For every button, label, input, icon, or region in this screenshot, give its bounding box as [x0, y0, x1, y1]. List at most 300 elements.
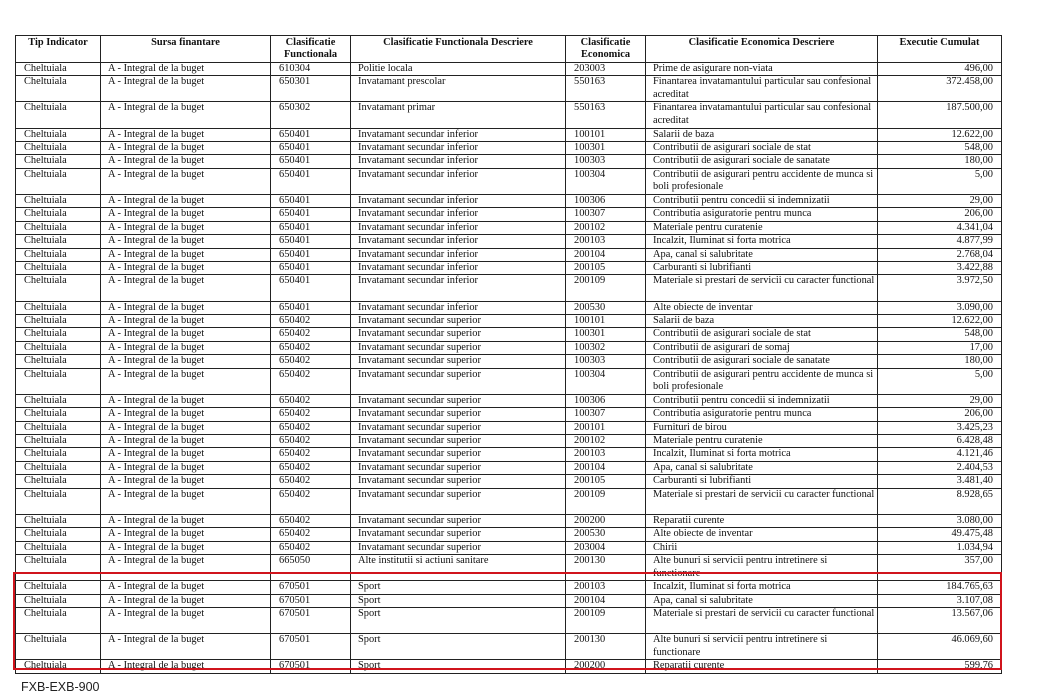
cell-executie-cumulat: 3.107,08 [878, 594, 1002, 607]
cell-clasificatie-economica: 200130 [566, 634, 646, 660]
cell-executie-cumulat: 372.458,00 [878, 76, 1002, 102]
cell-sursa-finantare: A - Integral de la buget [101, 62, 271, 75]
cell-clasificatie-economica: 200109 [566, 488, 646, 514]
cell-clasificatie-economica: 200103 [566, 235, 646, 248]
cell-economica-descriere: Prime de asigurare non-viata [646, 62, 878, 75]
cell-economica-descriere: Incalzit, Iluminat si forta motrica [646, 448, 878, 461]
cell-functionala-descriere: Alte institutii si actiuni sanitare [351, 555, 566, 581]
cell-tip-indicator: Cheltuiala [16, 221, 101, 234]
cell-clasificatie-functionala: 650402 [271, 394, 351, 407]
cell-tip-indicator: Cheltuiala [16, 394, 101, 407]
cell-executie-cumulat: 13.567,06 [878, 608, 1002, 634]
cell-executie-cumulat: 46.069,60 [878, 634, 1002, 660]
cell-sursa-finantare: A - Integral de la buget [101, 355, 271, 368]
cell-clasificatie-economica: 203003 [566, 62, 646, 75]
cell-clasificatie-functionala: 650402 [271, 528, 351, 541]
cell-economica-descriere: Furnituri de birou [646, 421, 878, 434]
cell-tip-indicator: Cheltuiala [16, 634, 101, 660]
cell-clasificatie-functionala: 650401 [271, 168, 351, 194]
cell-executie-cumulat: 4.121,46 [878, 448, 1002, 461]
cell-executie-cumulat: 187.500,00 [878, 102, 1002, 128]
cell-functionala-descriere: Invatamant secundar superior [351, 315, 566, 328]
cell-tip-indicator: Cheltuiala [16, 608, 101, 634]
cell-executie-cumulat: 17,00 [878, 341, 1002, 354]
cell-clasificatie-economica: 200103 [566, 448, 646, 461]
cell-tip-indicator: Cheltuiala [16, 488, 101, 514]
cell-clasificatie-economica: 100302 [566, 341, 646, 354]
table-row [16, 128, 1002, 141]
cell-tip-indicator: Cheltuiala [16, 168, 101, 194]
cell-sursa-finantare: A - Integral de la buget [101, 555, 271, 581]
cell-sursa-finantare: A - Integral de la buget [101, 461, 271, 474]
table-row [16, 102, 1002, 128]
table-row [16, 435, 1002, 448]
cell-economica-descriere: Alte bunuri si servicii pentru intretinere si functionare [646, 634, 878, 660]
cell-functionala-descriere: Invatamant secundar superior [351, 528, 566, 541]
cell-sursa-finantare: A - Integral de la buget [101, 541, 271, 554]
cell-sursa-finantare: A - Integral de la buget [101, 368, 271, 394]
cell-functionala-descriere: Invatamant secundar superior [351, 341, 566, 354]
header-executie-cumulat: Executie Cumulat [878, 36, 1002, 63]
cell-clasificatie-economica: 200109 [566, 608, 646, 634]
cell-economica-descriere: Contributii de asigurari pentru accidente de munca si boli profesionale [646, 168, 878, 194]
table-row [16, 448, 1002, 461]
header-clasificatie-functionala: Clasificatie Functionala [271, 36, 351, 63]
cell-clasificatie-economica: 200130 [566, 555, 646, 581]
cell-clasificatie-economica: 100306 [566, 195, 646, 208]
table-row [16, 555, 1002, 581]
cell-tip-indicator: Cheltuiala [16, 660, 101, 673]
cell-tip-indicator: Cheltuiala [16, 435, 101, 448]
cell-executie-cumulat: 357,00 [878, 555, 1002, 581]
cell-clasificatie-economica: 200104 [566, 594, 646, 607]
table-row [16, 248, 1002, 261]
cell-functionala-descriere: Invatamant secundar superior [351, 461, 566, 474]
cell-sursa-finantare: A - Integral de la buget [101, 408, 271, 421]
cell-clasificatie-functionala: 650402 [271, 421, 351, 434]
cell-functionala-descriere: Invatamant secundar superior [351, 541, 566, 554]
cell-clasificatie-functionala: 650401 [271, 301, 351, 314]
cell-clasificatie-functionala: 650401 [271, 195, 351, 208]
cell-functionala-descriere: Invatamant secundar inferior [351, 168, 566, 194]
cell-sursa-finantare: A - Integral de la buget [101, 594, 271, 607]
cell-economica-descriere: Contributii de asigurari de somaj [646, 341, 878, 354]
cell-sursa-finantare: A - Integral de la buget [101, 248, 271, 261]
cell-functionala-descriere: Invatamant secundar superior [351, 355, 566, 368]
cell-functionala-descriere: Invatamant secundar superior [351, 448, 566, 461]
table-row [16, 195, 1002, 208]
cell-functionala-descriere: Invatamant prescolar [351, 76, 566, 102]
cell-sursa-finantare: A - Integral de la buget [101, 235, 271, 248]
cell-clasificatie-functionala: 650402 [271, 355, 351, 368]
table-row-highlighted [16, 660, 1002, 673]
cell-tip-indicator: Cheltuiala [16, 275, 101, 301]
table-row [16, 315, 1002, 328]
cell-sursa-finantare: A - Integral de la buget [101, 142, 271, 155]
cell-functionala-descriere: Invatamant secundar superior [351, 488, 566, 514]
cell-functionala-descriere: Politie locala [351, 62, 566, 75]
cell-sursa-finantare: A - Integral de la buget [101, 102, 271, 128]
document-code-footer: FXB-EXB-900 [21, 680, 100, 694]
cell-economica-descriere: Contributii de asigurari sociale de stat [646, 328, 878, 341]
header-clasificatie-economica: Clasificatie Economica [566, 36, 646, 63]
cell-economica-descriere: Carburanti si lubrifianti [646, 262, 878, 275]
cell-functionala-descriere: Invatamant secundar superior [351, 408, 566, 421]
cell-clasificatie-economica: 100101 [566, 128, 646, 141]
cell-economica-descriere: Contributia asiguratorie pentru munca [646, 408, 878, 421]
cell-functionala-descriere: Invatamant secundar superior [351, 421, 566, 434]
cell-tip-indicator: Cheltuiala [16, 514, 101, 527]
cell-clasificatie-economica: 203004 [566, 541, 646, 554]
table-row-highlighted [16, 594, 1002, 607]
cell-tip-indicator: Cheltuiala [16, 594, 101, 607]
header-clasificatie-economica-descriere: Clasificatie Economica Descriere [646, 36, 878, 63]
cell-clasificatie-functionala: 650402 [271, 541, 351, 554]
cell-clasificatie-economica: 100303 [566, 155, 646, 168]
cell-clasificatie-economica: 100301 [566, 328, 646, 341]
cell-functionala-descriere: Sport [351, 608, 566, 634]
header-clasificatie-functionala-descriere: Clasificatie Functionala Descriere [351, 36, 566, 63]
cell-economica-descriere: Carburanti si lubrifianti [646, 475, 878, 488]
table-header-row [16, 36, 1002, 63]
cell-clasificatie-functionala: 650401 [271, 221, 351, 234]
cell-executie-cumulat: 3.425,23 [878, 421, 1002, 434]
cell-clasificatie-functionala: 650402 [271, 408, 351, 421]
cell-economica-descriere: Alte obiecte de inventar [646, 528, 878, 541]
cell-executie-cumulat: 3.481,40 [878, 475, 1002, 488]
cell-executie-cumulat: 29,00 [878, 195, 1002, 208]
cell-functionala-descriere: Invatamant secundar superior [351, 328, 566, 341]
cell-executie-cumulat: 29,00 [878, 394, 1002, 407]
cell-economica-descriere: Apa, canal si salubritate [646, 248, 878, 261]
table-row [16, 421, 1002, 434]
cell-clasificatie-economica: 200109 [566, 275, 646, 301]
cell-executie-cumulat: 4.877,99 [878, 235, 1002, 248]
cell-tip-indicator: Cheltuiala [16, 208, 101, 221]
table-row [16, 475, 1002, 488]
cell-executie-cumulat: 4.341,04 [878, 221, 1002, 234]
cell-functionala-descriere: Sport [351, 581, 566, 594]
cell-sursa-finantare: A - Integral de la buget [101, 168, 271, 194]
cell-tip-indicator: Cheltuiala [16, 315, 101, 328]
cell-clasificatie-functionala: 650401 [271, 262, 351, 275]
cell-functionala-descriere: Sport [351, 634, 566, 660]
cell-economica-descriere: Contributii de asigurari sociale de stat [646, 142, 878, 155]
cell-clasificatie-economica: 200101 [566, 421, 646, 434]
cell-sursa-finantare: A - Integral de la buget [101, 475, 271, 488]
table-row [16, 275, 1002, 301]
table-row [16, 142, 1002, 155]
cell-clasificatie-economica: 100101 [566, 315, 646, 328]
cell-executie-cumulat: 3.972,50 [878, 275, 1002, 301]
cell-sursa-finantare: A - Integral de la buget [101, 155, 271, 168]
cell-clasificatie-functionala: 650401 [271, 128, 351, 141]
cell-functionala-descriere: Invatamant secundar inferior [351, 301, 566, 314]
cell-functionala-descriere: Invatamant secundar superior [351, 368, 566, 394]
cell-functionala-descriere: Invatamant secundar inferior [351, 275, 566, 301]
cell-tip-indicator: Cheltuiala [16, 102, 101, 128]
cell-sursa-finantare: A - Integral de la buget [101, 488, 271, 514]
cell-executie-cumulat: 3.080,00 [878, 514, 1002, 527]
cell-tip-indicator: Cheltuiala [16, 328, 101, 341]
cell-sursa-finantare: A - Integral de la buget [101, 435, 271, 448]
cell-clasificatie-functionala: 650301 [271, 76, 351, 102]
cell-executie-cumulat: 184.765,63 [878, 581, 1002, 594]
cell-economica-descriere: Apa, canal si salubritate [646, 461, 878, 474]
cell-executie-cumulat: 6.428,48 [878, 435, 1002, 448]
cell-economica-descriere: Contributia asiguratorie pentru munca [646, 208, 878, 221]
table-row [16, 328, 1002, 341]
cell-clasificatie-functionala: 670501 [271, 594, 351, 607]
cell-executie-cumulat: 8.928,65 [878, 488, 1002, 514]
cell-tip-indicator: Cheltuiala [16, 475, 101, 488]
cell-tip-indicator: Cheltuiala [16, 195, 101, 208]
cell-clasificatie-economica: 200200 [566, 660, 646, 673]
cell-sursa-finantare: A - Integral de la buget [101, 208, 271, 221]
table-row [16, 541, 1002, 554]
cell-clasificatie-functionala: 650402 [271, 341, 351, 354]
cell-clasificatie-functionala: 650402 [271, 328, 351, 341]
table-row [16, 528, 1002, 541]
cell-sursa-finantare: A - Integral de la buget [101, 448, 271, 461]
table-row [16, 62, 1002, 75]
cell-economica-descriere: Contributii de asigurari sociale de sanatate [646, 155, 878, 168]
cell-clasificatie-functionala: 670501 [271, 581, 351, 594]
cell-functionala-descriere: Invatamant secundar inferior [351, 221, 566, 234]
cell-sursa-finantare: A - Integral de la buget [101, 76, 271, 102]
cell-tip-indicator: Cheltuiala [16, 541, 101, 554]
cell-clasificatie-economica: 200102 [566, 435, 646, 448]
cell-tip-indicator: Cheltuiala [16, 128, 101, 141]
cell-executie-cumulat: 180,00 [878, 355, 1002, 368]
cell-economica-descriere: Alte bunuri si servicii pentru intretinere si functionare [646, 555, 878, 581]
cell-economica-descriere: Materiale si prestari de servicii cu caracter functional [646, 275, 878, 301]
cell-clasificatie-economica: 100304 [566, 168, 646, 194]
cell-clasificatie-economica: 200102 [566, 221, 646, 234]
cell-executie-cumulat: 548,00 [878, 328, 1002, 341]
cell-functionala-descriere: Invatamant secundar inferior [351, 235, 566, 248]
table-row [16, 488, 1002, 514]
cell-sursa-finantare: A - Integral de la buget [101, 315, 271, 328]
cell-executie-cumulat: 5,00 [878, 168, 1002, 194]
cell-clasificatie-functionala: 670501 [271, 660, 351, 673]
header-tip-indicator: Tip Indicator [16, 36, 101, 63]
cell-economica-descriere: Reparatii curente [646, 514, 878, 527]
table-row [16, 221, 1002, 234]
cell-sursa-finantare: A - Integral de la buget [101, 328, 271, 341]
cell-tip-indicator: Cheltuiala [16, 235, 101, 248]
cell-tip-indicator: Cheltuiala [16, 155, 101, 168]
cell-clasificatie-functionala: 650401 [271, 208, 351, 221]
cell-functionala-descriere: Invatamant secundar inferior [351, 195, 566, 208]
table-row [16, 168, 1002, 194]
cell-executie-cumulat: 12.622,00 [878, 128, 1002, 141]
cell-sursa-finantare: A - Integral de la buget [101, 421, 271, 434]
cell-clasificatie-economica: 100303 [566, 355, 646, 368]
budget-execution-table [15, 35, 1002, 674]
cell-clasificatie-economica: 550163 [566, 76, 646, 102]
table-row [16, 355, 1002, 368]
cell-executie-cumulat: 49.475,48 [878, 528, 1002, 541]
cell-clasificatie-economica: 100301 [566, 142, 646, 155]
cell-executie-cumulat: 5,00 [878, 368, 1002, 394]
table-row-highlighted [16, 608, 1002, 634]
cell-clasificatie-economica: 200104 [566, 461, 646, 474]
table-row [16, 408, 1002, 421]
cell-economica-descriere: Contributii pentru concedii si indemnizatii [646, 195, 878, 208]
cell-tip-indicator: Cheltuiala [16, 528, 101, 541]
cell-clasificatie-functionala: 650402 [271, 475, 351, 488]
cell-tip-indicator: Cheltuiala [16, 355, 101, 368]
cell-clasificatie-economica: 200105 [566, 475, 646, 488]
cell-sursa-finantare: A - Integral de la buget [101, 514, 271, 527]
cell-functionala-descriere: Invatamant secundar superior [351, 435, 566, 448]
table-row-highlighted [16, 634, 1002, 660]
cell-sursa-finantare: A - Integral de la buget [101, 195, 271, 208]
cell-clasificatie-functionala: 650402 [271, 488, 351, 514]
table-row [16, 461, 1002, 474]
cell-clasificatie-functionala: 610304 [271, 62, 351, 75]
cell-functionala-descriere: Sport [351, 594, 566, 607]
cell-tip-indicator: Cheltuiala [16, 581, 101, 594]
table-row-highlighted [16, 581, 1002, 594]
cell-functionala-descriere: Invatamant secundar inferior [351, 248, 566, 261]
cell-functionala-descriere: Invatamant secundar superior [351, 514, 566, 527]
cell-tip-indicator: Cheltuiala [16, 368, 101, 394]
cell-sursa-finantare: A - Integral de la buget [101, 128, 271, 141]
cell-tip-indicator: Cheltuiala [16, 448, 101, 461]
cell-economica-descriere: Contributii pentru concedii si indemnizatii [646, 394, 878, 407]
cell-economica-descriere: Materiale pentru curatenie [646, 221, 878, 234]
cell-clasificatie-economica: 200103 [566, 581, 646, 594]
cell-executie-cumulat: 548,00 [878, 142, 1002, 155]
cell-tip-indicator: Cheltuiala [16, 248, 101, 261]
cell-sursa-finantare: A - Integral de la buget [101, 608, 271, 634]
cell-sursa-finantare: A - Integral de la buget [101, 394, 271, 407]
table-row [16, 76, 1002, 102]
cell-functionala-descriere: Invatamant secundar inferior [351, 262, 566, 275]
table-row [16, 341, 1002, 354]
cell-sursa-finantare: A - Integral de la buget [101, 275, 271, 301]
table-row [16, 301, 1002, 314]
cell-clasificatie-functionala: 650402 [271, 448, 351, 461]
cell-clasificatie-economica: 100307 [566, 408, 646, 421]
cell-economica-descriere: Materiale si prestari de servicii cu caracter functional [646, 488, 878, 514]
cell-tip-indicator: Cheltuiala [16, 555, 101, 581]
cell-tip-indicator: Cheltuiala [16, 341, 101, 354]
cell-clasificatie-functionala: 650302 [271, 102, 351, 128]
table-row [16, 262, 1002, 275]
cell-tip-indicator: Cheltuiala [16, 421, 101, 434]
cell-sursa-finantare: A - Integral de la buget [101, 301, 271, 314]
cell-economica-descriere: Incalzit, Iluminat si forta motrica [646, 235, 878, 248]
cell-sursa-finantare: A - Integral de la buget [101, 341, 271, 354]
cell-clasificatie-functionala: 650401 [271, 155, 351, 168]
cell-clasificatie-functionala: 650401 [271, 275, 351, 301]
cell-economica-descriere: Incalzit, Iluminat si forta motrica [646, 581, 878, 594]
cell-tip-indicator: Cheltuiala [16, 262, 101, 275]
cell-sursa-finantare: A - Integral de la buget [101, 581, 271, 594]
cell-tip-indicator: Cheltuiala [16, 461, 101, 474]
cell-clasificatie-functionala: 650401 [271, 235, 351, 248]
cell-economica-descriere: Finantarea invatamantului particular sau confesional acreditat [646, 76, 878, 102]
cell-functionala-descriere: Sport [351, 660, 566, 673]
cell-executie-cumulat: 3.422,88 [878, 262, 1002, 275]
cell-sursa-finantare: A - Integral de la buget [101, 221, 271, 234]
cell-executie-cumulat: 599,76 [878, 660, 1002, 673]
cell-functionala-descriere: Invatamant secundar superior [351, 394, 566, 407]
cell-tip-indicator: Cheltuiala [16, 408, 101, 421]
cell-clasificatie-functionala: 650402 [271, 461, 351, 474]
header-sursa-finantare: Sursa finantare [101, 36, 271, 63]
cell-clasificatie-functionala: 650401 [271, 142, 351, 155]
cell-clasificatie-economica: 100306 [566, 394, 646, 407]
cell-tip-indicator: Cheltuiala [16, 76, 101, 102]
cell-economica-descriere: Materiale si prestari de servicii cu caracter functional [646, 608, 878, 634]
cell-executie-cumulat: 1.034,94 [878, 541, 1002, 554]
cell-executie-cumulat: 496,00 [878, 62, 1002, 75]
cell-clasificatie-economica: 200530 [566, 528, 646, 541]
table-body [16, 62, 1002, 673]
cell-economica-descriere: Alte obiecte de inventar [646, 301, 878, 314]
cell-executie-cumulat: 2.768,04 [878, 248, 1002, 261]
table-row [16, 208, 1002, 221]
table-row [16, 368, 1002, 394]
cell-economica-descriere: Reparatii curente [646, 660, 878, 673]
cell-clasificatie-economica: 100304 [566, 368, 646, 394]
cell-clasificatie-functionala: 650402 [271, 315, 351, 328]
cell-clasificatie-functionala: 670501 [271, 634, 351, 660]
cell-executie-cumulat: 180,00 [878, 155, 1002, 168]
cell-executie-cumulat: 206,00 [878, 408, 1002, 421]
cell-economica-descriere: Materiale pentru curatenie [646, 435, 878, 448]
cell-functionala-descriere: Invatamant secundar inferior [351, 142, 566, 155]
cell-clasificatie-economica: 200105 [566, 262, 646, 275]
table-row [16, 235, 1002, 248]
cell-executie-cumulat: 206,00 [878, 208, 1002, 221]
cell-functionala-descriere: Invatamant secundar superior [351, 475, 566, 488]
cell-functionala-descriere: Invatamant secundar inferior [351, 128, 566, 141]
cell-clasificatie-economica: 200200 [566, 514, 646, 527]
cell-clasificatie-economica: 200530 [566, 301, 646, 314]
cell-executie-cumulat: 3.090,00 [878, 301, 1002, 314]
cell-clasificatie-economica: 550163 [566, 102, 646, 128]
cell-clasificatie-functionala: 665050 [271, 555, 351, 581]
cell-sursa-finantare: A - Integral de la buget [101, 660, 271, 673]
cell-economica-descriere: Finantarea invatamantului particular sau confesional acreditat [646, 102, 878, 128]
cell-sursa-finantare: A - Integral de la buget [101, 262, 271, 275]
cell-clasificatie-functionala: 650402 [271, 514, 351, 527]
cell-tip-indicator: Cheltuiala [16, 142, 101, 155]
cell-economica-descriere: Salarii de baza [646, 315, 878, 328]
cell-clasificatie-functionala: 650401 [271, 248, 351, 261]
cell-economica-descriere: Chirii [646, 541, 878, 554]
cell-clasificatie-economica: 100307 [566, 208, 646, 221]
cell-tip-indicator: Cheltuiala [16, 301, 101, 314]
cell-functionala-descriere: Invatamant primar [351, 102, 566, 128]
cell-clasificatie-functionala: 650402 [271, 368, 351, 394]
cell-clasificatie-functionala: 650402 [271, 435, 351, 448]
cell-sursa-finantare: A - Integral de la buget [101, 528, 271, 541]
cell-executie-cumulat: 12.622,00 [878, 315, 1002, 328]
cell-clasificatie-economica: 200104 [566, 248, 646, 261]
table-row [16, 514, 1002, 527]
cell-economica-descriere: Apa, canal si salubritate [646, 594, 878, 607]
cell-tip-indicator: Cheltuiala [16, 62, 101, 75]
cell-economica-descriere: Contributii de asigurari sociale de sanatate [646, 355, 878, 368]
cell-functionala-descriere: Invatamant secundar inferior [351, 208, 566, 221]
cell-clasificatie-functionala: 670501 [271, 608, 351, 634]
